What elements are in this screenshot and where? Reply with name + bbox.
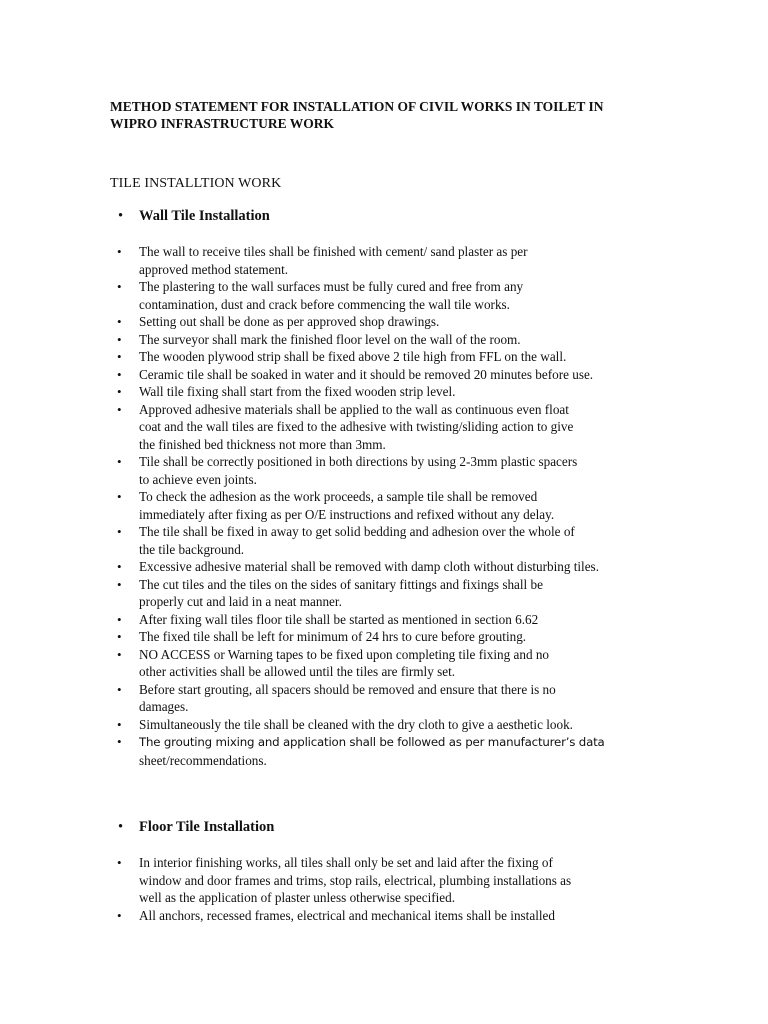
list-item: • Approved adhesive materials shall be applied to the wall as continuous even float coat and the wall tiles are fixed to the adhesive with twisting/sliding action to give the finished bed thickness not more than 3mm.	[117, 401, 574, 452]
bullet-icon: •	[117, 855, 122, 870]
list-item: • Excessive adhesive material shall be removed with damp cloth without disturbing tiles.	[117, 559, 599, 574]
list-item: • The surveyor shall mark the finished floor level on the wall of the room.	[117, 331, 521, 347]
bullet-icon: •	[117, 524, 122, 539]
bullet-icon: •	[117, 314, 122, 329]
list-item: • In interior finishing works, all tiles shall only be set and laid after the fixing of window and door frames and trims, stop rails, electrical, plumbing installations as well as the application of plaster unless otherwise specified.	[117, 855, 572, 905]
floor-tile-heading	[118, 818, 274, 836]
bullet-icon: •	[117, 349, 122, 364]
bullet-icon: •	[117, 279, 122, 294]
bullet-icon: •	[117, 384, 122, 399]
list-item: • The cut tiles and the tiles on the sides of sanitary fittings and fixings shall be properly cut and laid in a neat manner.	[117, 576, 543, 609]
bullet-icon: •	[117, 366, 122, 382]
bullet-icon: •	[117, 454, 122, 469]
wall-tile-heading-text: Wall Tile Installation	[139, 208, 270, 224]
list-item: • Tile shall be correctly positioned in both directions by using 2-3mm plastic spacers to achieve even joints.	[117, 454, 578, 487]
document-title-line-1: METHOD STATEMENT FOR INSTALLATION OF CIVIL WORKS IN TOILET IN	[110, 99, 604, 114]
bullet-icon: •	[118, 208, 124, 224]
bullet-icon: •	[117, 907, 122, 923]
bullet-icon: •	[117, 646, 122, 662]
list-item: • All anchors, recessed frames, electrical and mechanical items shall be installed	[117, 907, 555, 923]
list-item: • After fixing wall tiles floor tile shall be started as mentioned in section 6.62	[117, 611, 539, 627]
bullet-icon: •	[117, 611, 122, 627]
bullet-icon: •	[117, 401, 122, 417]
wall-tile-heading	[118, 207, 270, 225]
bullet-icon: •	[117, 489, 122, 504]
list-item: • Setting out shall be done as per approved shop drawings.	[117, 314, 440, 329]
list-item: • The fixed tile shall be left for minimum of 24 hrs to cure before grouting.	[117, 629, 527, 644]
bullet-icon: •	[117, 629, 122, 644]
floor-tile-heading-text: Floor Tile Installation	[139, 819, 275, 835]
bullet-icon: •	[117, 559, 122, 574]
list-item: • Wall tile fixing shall start from the fixed wooden strip level.	[117, 384, 456, 399]
bullet-icon: •	[117, 576, 122, 592]
list-item: • Simultaneously the tile shall be cleaned with the dry cloth to give a aesthetic look.	[117, 716, 573, 732]
list-item: • The wall to receive tiles shall be finished with cement/ sand plaster as per approved method statement.	[117, 244, 528, 277]
list-item: • NO ACCESS or Warning tapes to be fixed upon completing tile fixing and no other activities shall be allowed until the tiles are firmly set.	[117, 646, 550, 679]
bullet-icon: •	[118, 819, 124, 835]
list-item: • To check the adhesion as the work proceeds, a sample tile shall be removed immediately after fixing as per O/E instructions and refixed without any delay.	[117, 489, 555, 522]
bullet-icon: •	[117, 244, 122, 259]
document-title-line-2: WIPRO INFRASTRUCTURE WORK	[110, 116, 335, 131]
section-label: TILE INSTALLTION WORK	[110, 176, 282, 191]
list-item: • The plastering to the wall surfaces must be fully cured and free from any contamination, dust and crack before commencing the wall tile works.	[117, 279, 524, 312]
list-item: • Ceramic tile shall be soaked in water and it should be removed 20 minutes before use.	[117, 366, 594, 382]
bullet-icon: •	[117, 681, 122, 697]
bullet-icon: •	[117, 734, 122, 749]
bullet-icon: •	[117, 331, 122, 347]
wall-tile-list	[0, 243, 680, 769]
list-item: • The grouting mixing and application shall be followed as per manufacturer’s data sheet/recommendations.	[117, 734, 605, 768]
list-item: • The wooden plywood strip shall be fixed above 2 tile high from FFL on the wall.	[117, 349, 567, 364]
list-item: • Before start grouting, all spacers should be removed and ensure that there is no damages.	[117, 681, 556, 714]
list-item: • The tile shall be fixed in away to get solid bedding and adhesion over the whole of the tile background.	[117, 524, 575, 557]
bullet-icon: •	[117, 716, 122, 732]
document-title	[110, 98, 670, 132]
floor-tile-list	[0, 854, 680, 924]
